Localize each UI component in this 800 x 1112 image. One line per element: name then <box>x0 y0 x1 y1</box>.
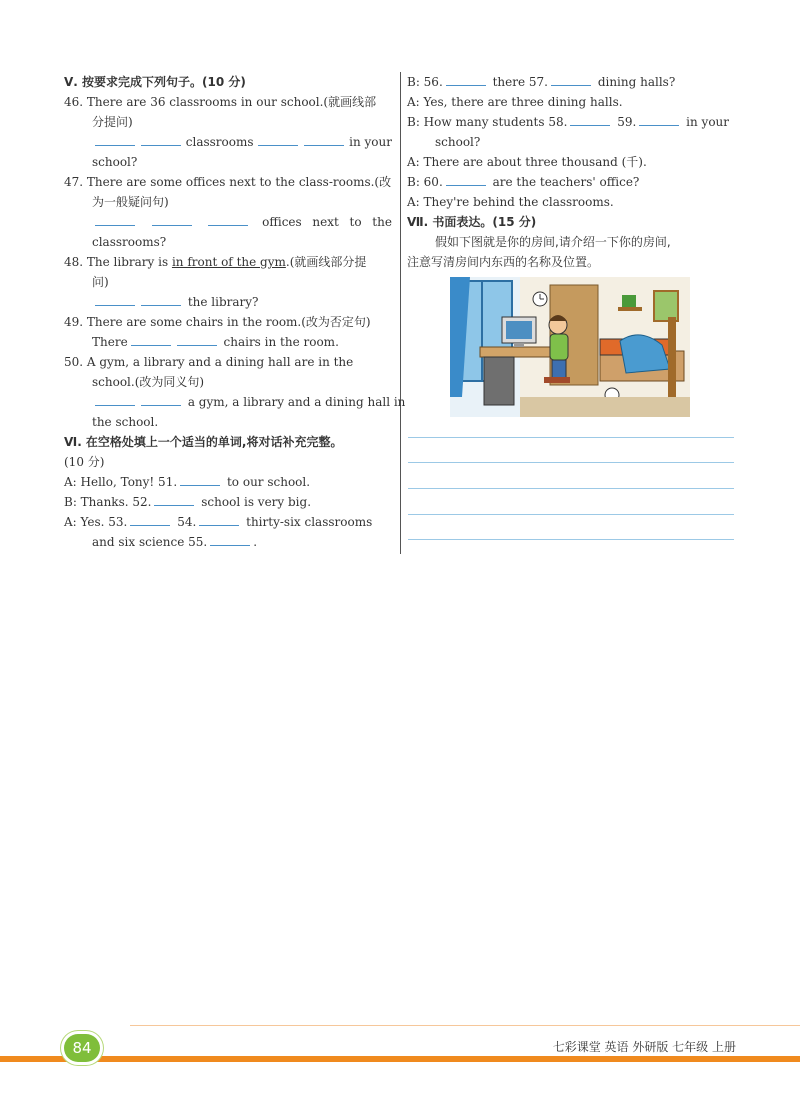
q47-line4: classrooms? <box>92 235 167 249</box>
q49-line1: 49. There are some chairs in the room.(改为否定句) <box>64 315 371 329</box>
answer-blank[interactable] <box>446 73 486 86</box>
dialog-text: and six science 55. <box>92 535 208 549</box>
dialog-line-55 <box>64 532 396 552</box>
dialog-line-a2: A: There are about three thousand (千). <box>407 155 647 169</box>
q47-word-the: the <box>372 215 392 229</box>
answer-blank[interactable] <box>210 533 250 546</box>
q50-line2: school.(改为同义句) <box>92 375 205 389</box>
dialog-text: B: How many students 58. <box>407 115 568 129</box>
dialog-text: there 57. <box>492 75 548 89</box>
dialog-line-a1: A: Yes, there are three dining halls. <box>407 95 623 109</box>
answer-blank[interactable] <box>152 213 192 226</box>
q47-line3 <box>64 212 396 232</box>
dialog-text: A: Yes. 53. <box>64 515 128 529</box>
right-column <box>407 72 737 272</box>
dialog-text: . <box>253 535 258 549</box>
answer-blank[interactable] <box>180 473 220 486</box>
dialog-text: 59. <box>617 115 637 129</box>
answer-blank[interactable] <box>258 133 298 146</box>
answer-blank[interactable] <box>141 393 181 406</box>
page-number-badge: 84 <box>64 1034 100 1062</box>
q48-text-library: the library? <box>187 295 259 309</box>
footer-bar <box>0 1056 800 1062</box>
answer-blank[interactable] <box>570 113 610 126</box>
dialog-text: dining halls? <box>597 75 676 89</box>
q50-line1: 50. A gym, a library and a dining hall are in the <box>64 355 354 369</box>
answer-blank[interactable] <box>551 73 591 86</box>
q49-text-chairs: chairs in the room. <box>223 335 339 349</box>
q46-line3 <box>64 132 396 152</box>
dialog-text: B: 60. <box>407 175 443 189</box>
dialog-text: school is very big. <box>201 495 312 509</box>
dialog-text: B: 56. <box>407 75 443 89</box>
answer-blank[interactable] <box>141 293 181 306</box>
dialog-line-school: school? <box>435 135 481 149</box>
answer-blank[interactable] <box>639 113 679 126</box>
writing-line[interactable] <box>408 437 734 438</box>
section-6-score: (10 分) <box>64 455 105 469</box>
writing-line[interactable] <box>408 488 734 489</box>
answer-blank[interactable] <box>208 213 248 226</box>
column-divider <box>400 72 401 554</box>
q47-word-next: next <box>312 215 339 229</box>
dialog-line-52 <box>64 492 396 512</box>
footer-rule <box>130 1025 800 1026</box>
dialog-line-a3: A: They're behind the classrooms. <box>407 195 614 209</box>
q49-text-there: There <box>92 335 128 349</box>
q47-word-to: to <box>349 215 362 229</box>
answer-blank[interactable] <box>95 393 135 406</box>
q46-line2: 分提问) <box>92 115 133 129</box>
q47-line1: 47. There are some offices next to the class-rooms.(改 <box>64 175 392 189</box>
dialog-text: A: Hello, Tony! 51. <box>64 475 178 489</box>
answer-blank[interactable] <box>95 293 135 306</box>
q46-line1: 46. There are 36 classrooms in our school.(就画线部 <box>64 95 377 109</box>
section-7-heading: Ⅶ. 书面表达。(15 分) <box>407 215 537 229</box>
dialog-text: in your <box>686 115 730 129</box>
dialog-line-60 <box>407 172 737 192</box>
dialog-text: thirty-six classrooms <box>246 515 373 529</box>
dialog-text: 54. <box>177 515 197 529</box>
dialog-line-51 <box>64 472 396 492</box>
answer-blank[interactable] <box>130 513 170 526</box>
q46-word-in-your: in your <box>349 135 392 149</box>
answer-blank[interactable] <box>446 173 486 186</box>
answer-blank[interactable] <box>95 213 135 226</box>
answer-blank[interactable] <box>154 493 194 506</box>
answer-blank[interactable] <box>95 133 135 146</box>
q46-line4: school? <box>92 155 138 169</box>
dialog-text: are the teachers' office? <box>492 175 640 189</box>
q49-line2 <box>64 332 396 352</box>
dialog-line-53 <box>64 512 396 532</box>
section-7-prompt-1: 假如下图就是你的房间,请介绍一下你的房间, <box>435 235 671 249</box>
q50-line3 <box>64 392 406 412</box>
q50-text: a gym, a library and a dining hall in <box>187 395 406 409</box>
dialog-line-58 <box>407 112 737 132</box>
dialog-line-56 <box>407 72 737 92</box>
q48-text-a: 48. The library is <box>64 255 172 269</box>
section-6-heading: Ⅵ. 在空格处填上一个适当的单词,将对话补充完整。 <box>64 435 343 449</box>
q48-line3 <box>64 292 396 312</box>
section-7-prompt-2: 注意写清房间内东西的名称及位置。 <box>407 255 600 269</box>
answer-blank[interactable] <box>131 333 171 346</box>
q47-word-offices: offices <box>262 215 302 229</box>
dialog-text: B: Thanks. 52. <box>64 495 152 509</box>
q48-line1 <box>64 252 396 272</box>
answer-blank[interactable] <box>304 133 344 146</box>
q47-line2: 为一般疑问句) <box>92 195 169 209</box>
book-info: 七彩课堂 英语 外研版 七年级 上册 <box>552 1040 736 1054</box>
answer-blank[interactable] <box>177 333 217 346</box>
q48-underlined-phrase: in front of the gym <box>171 255 286 269</box>
section-5-heading: Ⅴ. 按要求完成下列句子。(10 分) <box>64 75 246 89</box>
bedroom-illustration <box>450 277 690 417</box>
q48-line2: 问) <box>92 275 109 289</box>
left-column <box>64 72 406 552</box>
q48-text-b: .(就画线部分提 <box>285 255 367 269</box>
answer-blank[interactable] <box>199 513 239 526</box>
q46-word-classrooms: classrooms <box>185 135 254 149</box>
writing-line[interactable] <box>408 539 734 540</box>
q50-line4: the school. <box>92 415 159 429</box>
dialog-text: to our school. <box>226 475 311 489</box>
answer-blank[interactable] <box>141 133 181 146</box>
writing-line[interactable] <box>408 514 734 515</box>
writing-line[interactable] <box>408 462 734 463</box>
